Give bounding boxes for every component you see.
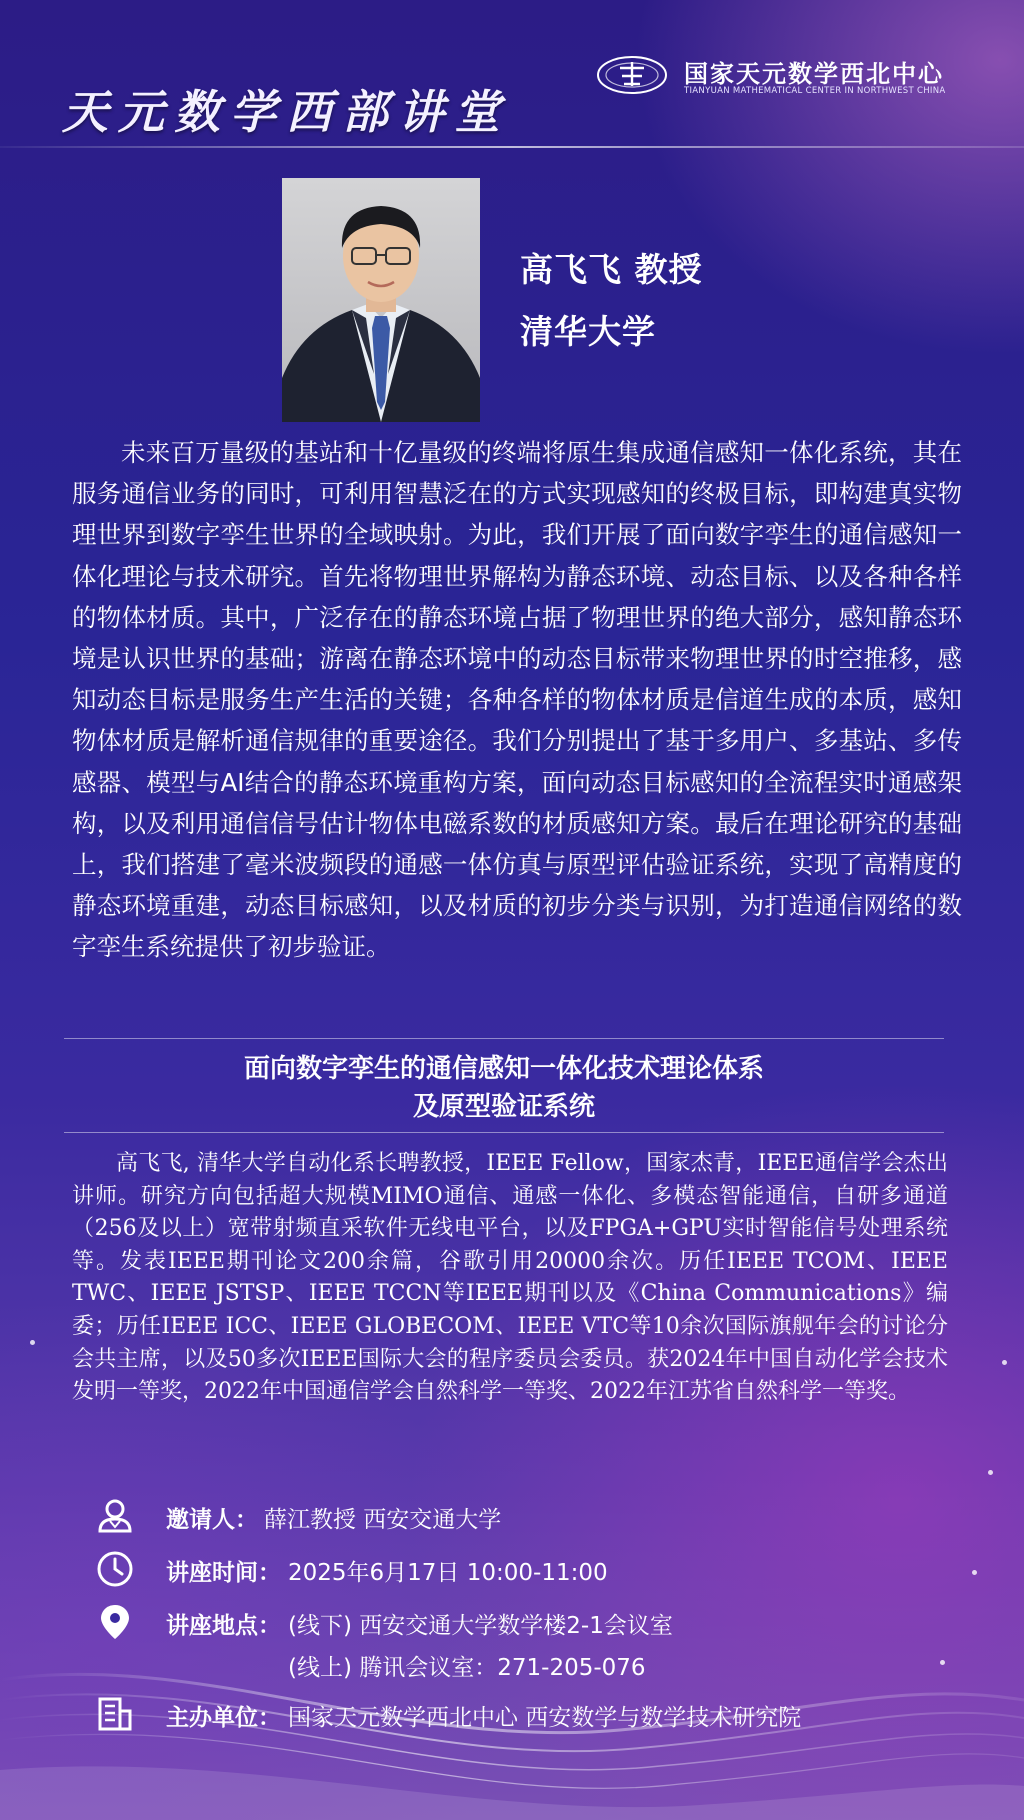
location-pin-icon (96, 1603, 134, 1641)
title-bottom-divider (64, 1132, 944, 1133)
speaker-bio: 高飞飞, 清华大学自动化系长聘教授，IEEE Fellow，国家杰青，IEEE通信学会杰出讲师。研究方向包括超大规模MIMO通信、通感一体化、多模态智能通信，自研多通道（256及以上）宽带射频直采软件无线电平台，以及FPGA+GPU实时智能信号处理系统等。发表IEEE期刊论文200余篇，谷歌引用20000余次。历任IEEE TCOM、IEEE TWC、IEEE JSTSP、IEEE TCCN等IEEE期刊以及《China Communications》编委；历任IEEE ICC、IEEE GLOBECOM、IEEE VTC等10余次国际旗舰年会的讨论分会共主席，以及50多次IEEE国际大会的程序委员会委员。获2024年中国自动化学会技术发明一等奖，2022年中国通信学会自然科学一等奖、2022年江苏省自然科学一等奖。 (72, 1151, 948, 1405)
sparkle-decoration (988, 1470, 993, 1475)
talk-abstract: 未来百万量级的基站和十亿量级的终端将原生集成通信感知一体化系统，其在服务通信业务的同时，可利用智慧泛在的方式实现感知的终极目标，即构建真实物理世界到数字孪生世界的全域映射。为此，我们开展了面向数字孪生的通信感知一体化理论与技术研究。首先将物理世界解构为静态环境、动态目标、以及各种各样的物体材质。其中，广泛存在的静态环境占据了物理世界的绝大部分，感知静态环境是认识世界的基础；游离在静态环境中的动态目标带来物理世界的时空推移，感知动态目标是服务生产生活的关键；各种各样的物体材质是信道生成的本质，感知物体材质是解析通信规律的重要途径。我们分别提出了基于多用户、多基站、多传感器、模型与AI结合的静态环境重构方案，面向动态目标感知的全流程实时通感架构，以及利用通信信号估计物体电磁系数的材质感知方案。最后在理论研究的基础上，我们搭建了毫米波频段的通感一体仿真与原型评估验证系统，实现了高精度的静态环境重建，动态目标感知，以及材质的初步分类与识别，为打造通信网络的数字孪生系统提供了初步验证。 (72, 438, 962, 962)
tianyuan-logo-icon (596, 54, 668, 96)
time-row (96, 1550, 956, 1590)
place-online: (线上) 腾讯会议室：271-205-076 (288, 1655, 646, 1681)
speaker-portrait-icon (282, 178, 480, 422)
talk-title (64, 1050, 944, 1126)
time-value: 2025年6月17日 10:00-11:00 (288, 1560, 608, 1586)
person-icon (96, 1497, 134, 1535)
time-label: 讲座时间： (166, 1560, 281, 1586)
center-logo (596, 52, 1006, 102)
host-label: 主办单位： (166, 1705, 281, 1731)
header-divider (0, 146, 1024, 148)
inviter-row (96, 1497, 956, 1537)
talk-title-line-1: 面向数字孪生的通信感知一体化技术理论体系 (243, 1054, 764, 1084)
clock-icon (96, 1550, 134, 1588)
inviter-value: 薛江教授 西安交通大学 (264, 1507, 502, 1533)
sparkle-decoration (972, 1570, 977, 1575)
speaker-name: 高飞飞 教授 (520, 250, 703, 289)
center-name-en: TIANYUAN MATHEMATICAL CENTER IN NORTHWEST CHINA (684, 86, 946, 96)
decorative-wave-icon (0, 1640, 1024, 1820)
header (0, 0, 1024, 148)
title-top-divider (64, 1038, 944, 1039)
center-name-cn: 国家天元数学西北中心 (684, 60, 944, 88)
place-label: 讲座地点： (166, 1613, 281, 1639)
series-title: 天元数学西部讲堂 (62, 85, 510, 139)
host-value: 国家天元数学西北中心 西安数学与数学技术研究院 (288, 1705, 802, 1731)
speaker-organization: 清华大学 (520, 312, 656, 351)
sparkle-decoration (940, 1660, 945, 1665)
speaker-photo (282, 178, 480, 422)
sparkle-decoration (1002, 1360, 1007, 1365)
talk-title-line-2: 及原型验证系统 (412, 1092, 595, 1122)
sparkle-decoration (30, 1340, 35, 1345)
place-offline: (线下) 西安交通大学数学楼2-1会议室 (288, 1613, 673, 1639)
inviter-label: 邀请人： (166, 1507, 258, 1533)
